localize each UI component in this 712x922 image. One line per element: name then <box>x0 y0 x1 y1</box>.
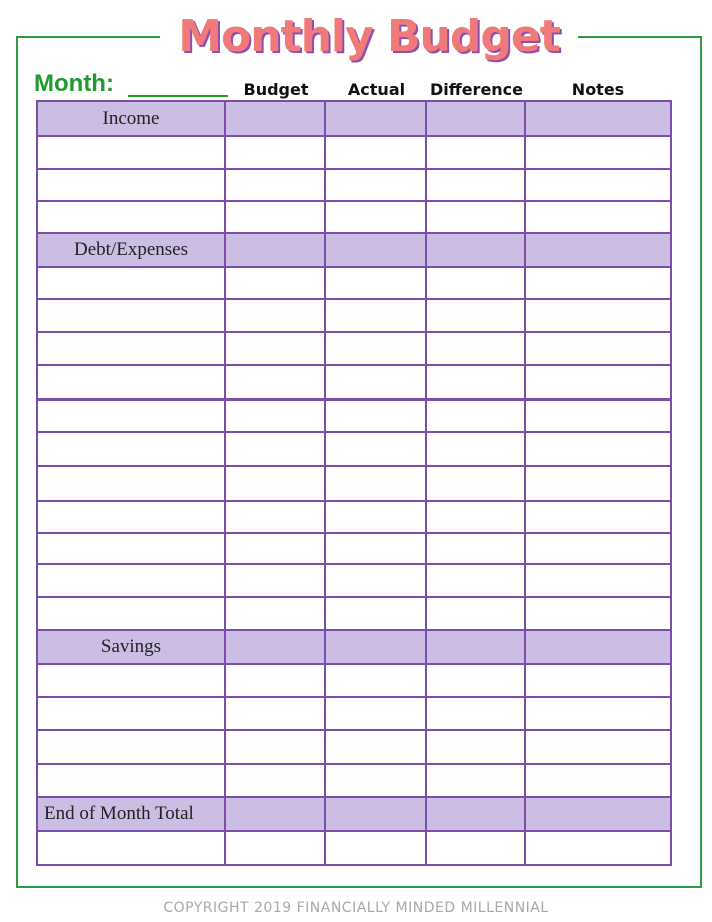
table-cell[interactable] <box>326 401 427 431</box>
table-cell[interactable] <box>326 333 427 364</box>
table-cell[interactable] <box>226 698 326 729</box>
table-cell[interactable] <box>326 433 427 465</box>
table-cell[interactable] <box>427 333 526 364</box>
table-cell[interactable] <box>226 202 326 232</box>
table-cell[interactable] <box>526 300 670 331</box>
table-cell[interactable] <box>526 502 670 532</box>
table-cell[interactable] <box>526 832 670 864</box>
table-cell[interactable] <box>326 598 427 629</box>
table-row <box>38 565 670 598</box>
table-cell[interactable] <box>427 698 526 729</box>
table-cell[interactable] <box>326 234 427 266</box>
table-cell[interactable] <box>326 170 427 200</box>
table-cell[interactable] <box>326 268 427 298</box>
table-cell[interactable] <box>226 366 326 398</box>
table-cell[interactable] <box>526 102 670 135</box>
budget-table <box>36 100 672 866</box>
table-cell[interactable] <box>326 366 427 398</box>
table-cell[interactable] <box>526 598 670 629</box>
table-cell[interactable] <box>326 665 427 696</box>
table-row <box>38 268 670 300</box>
table-cell[interactable] <box>226 765 326 796</box>
table-row <box>38 333 670 366</box>
copyright-notice: COPYRIGHT 2019 FINANCIALLY MINDED MILLENNIAL <box>163 900 549 916</box>
table-cell[interactable] <box>526 698 670 729</box>
table-cell[interactable] <box>38 598 226 629</box>
table-cell[interactable] <box>326 534 427 563</box>
table-row <box>38 467 670 502</box>
table-cell[interactable] <box>326 798 427 830</box>
table-cell[interactable] <box>326 731 427 763</box>
table-cell[interactable] <box>427 598 526 629</box>
table-cell[interactable] <box>427 467 526 500</box>
table-cell[interactable] <box>38 137 226 168</box>
table-cell[interactable] <box>427 765 526 796</box>
table-cell[interactable] <box>427 631 526 663</box>
table-cell[interactable] <box>226 832 326 864</box>
table-cell[interactable] <box>226 534 326 563</box>
month-fill-line[interactable] <box>128 95 228 97</box>
table-cell[interactable] <box>38 534 226 563</box>
table-row <box>38 598 670 631</box>
table-cell[interactable] <box>326 202 427 232</box>
section-label-income: Income <box>38 102 226 135</box>
table-row <box>38 170 670 202</box>
table-cell[interactable] <box>38 565 226 596</box>
table-cell[interactable] <box>326 102 427 135</box>
table-row <box>38 366 670 401</box>
section-label-debt-expenses: Debt/Expenses <box>38 234 226 266</box>
table-cell[interactable] <box>427 502 526 532</box>
table-cell[interactable] <box>38 366 226 398</box>
table-cell[interactable] <box>226 433 326 465</box>
column-header-notes: Notes <box>571 80 625 99</box>
table-cell[interactable] <box>226 598 326 629</box>
table-row <box>38 401 670 433</box>
table-cell[interactable] <box>427 268 526 298</box>
table-cell[interactable] <box>226 170 326 200</box>
table-cell[interactable] <box>226 401 326 431</box>
table-cell[interactable] <box>226 467 326 500</box>
section-row-savings <box>38 631 670 665</box>
table-cell[interactable] <box>526 565 670 596</box>
table-cell[interactable] <box>427 202 526 232</box>
page-title: Monthly Budget <box>160 6 578 68</box>
table-cell[interactable] <box>326 698 427 729</box>
table-cell[interactable] <box>427 401 526 431</box>
table-cell[interactable] <box>226 731 326 763</box>
table-cell[interactable] <box>526 202 670 232</box>
table-cell[interactable] <box>526 170 670 200</box>
column-header-budget: Budget <box>243 80 309 99</box>
table-cell[interactable] <box>526 765 670 796</box>
table-cell[interactable] <box>526 333 670 364</box>
table-cell[interactable] <box>38 832 226 864</box>
table-cell[interactable] <box>427 170 526 200</box>
table-cell[interactable] <box>226 565 326 596</box>
table-cell[interactable] <box>526 366 670 398</box>
table-cell[interactable] <box>326 502 427 532</box>
table-row <box>38 433 670 467</box>
table-cell[interactable] <box>427 832 526 864</box>
table-cell[interactable] <box>526 731 670 763</box>
table-cell[interactable] <box>427 137 526 168</box>
table-cell[interactable] <box>326 832 427 864</box>
table-cell[interactable] <box>326 565 427 596</box>
table-cell[interactable] <box>427 300 526 331</box>
table-cell[interactable] <box>226 137 326 168</box>
table-cell[interactable] <box>38 433 226 465</box>
table-row <box>38 300 670 333</box>
table-cell[interactable] <box>38 731 226 763</box>
table-cell[interactable] <box>526 798 670 830</box>
table-row-total-values <box>38 832 670 864</box>
table-cell[interactable] <box>326 137 427 168</box>
table-cell[interactable] <box>526 268 670 298</box>
table-row <box>38 665 670 698</box>
table-cell[interactable] <box>38 698 226 729</box>
section-row-income <box>38 102 670 137</box>
table-cell[interactable] <box>38 300 226 331</box>
table-cell[interactable] <box>226 665 326 696</box>
table-cell[interactable] <box>226 300 326 331</box>
table-row <box>38 137 670 170</box>
table-cell[interactable] <box>38 170 226 200</box>
table-row <box>38 765 670 798</box>
table-cell[interactable] <box>226 798 326 830</box>
table-cell[interactable] <box>38 467 226 500</box>
table-cell[interactable] <box>38 502 226 532</box>
section-row-debt-expenses <box>38 234 670 268</box>
section-row-end-of-month-total <box>38 798 670 832</box>
table-cell[interactable] <box>38 401 226 431</box>
table-cell[interactable] <box>427 234 526 266</box>
table-cell[interactable] <box>427 366 526 398</box>
table-cell[interactable] <box>427 102 526 135</box>
table-cell[interactable] <box>38 202 226 232</box>
table-cell[interactable] <box>526 137 670 168</box>
table-cell[interactable] <box>326 631 427 663</box>
table-cell[interactable] <box>326 765 427 796</box>
table-cell[interactable] <box>427 798 526 830</box>
table-row <box>38 731 670 765</box>
table-cell[interactable] <box>526 631 670 663</box>
section-label-savings: Savings <box>38 631 226 663</box>
table-row <box>38 698 670 731</box>
table-row <box>38 502 670 534</box>
table-cell[interactable] <box>38 268 226 298</box>
table-cell[interactable] <box>226 234 326 266</box>
table-cell[interactable] <box>326 300 427 331</box>
table-cell[interactable] <box>427 665 526 696</box>
table-cell[interactable] <box>526 665 670 696</box>
table-cell[interactable] <box>326 467 427 500</box>
table-cell[interactable] <box>226 268 326 298</box>
table-cell[interactable] <box>226 502 326 532</box>
column-header-difference: Difference <box>429 80 524 99</box>
table-cell[interactable] <box>38 333 226 364</box>
table-cell[interactable] <box>526 467 670 500</box>
table-cell[interactable] <box>226 631 326 663</box>
section-label-end-of-month-total: End of Month Total <box>38 798 226 830</box>
table-cell[interactable] <box>427 433 526 465</box>
table-cell[interactable] <box>526 433 670 465</box>
table-cell[interactable] <box>526 534 670 563</box>
table-cell[interactable] <box>526 234 670 266</box>
table-cell[interactable] <box>526 401 670 431</box>
table-cell[interactable] <box>427 731 526 763</box>
table-row <box>38 534 670 565</box>
month-label: Month: <box>34 70 114 97</box>
table-cell[interactable] <box>427 565 526 596</box>
table-cell[interactable] <box>226 333 326 364</box>
table-row <box>38 202 670 234</box>
table-cell[interactable] <box>226 102 326 135</box>
table-cell[interactable] <box>38 765 226 796</box>
table-cell[interactable] <box>427 534 526 563</box>
column-header-actual: Actual <box>347 80 406 99</box>
table-cell[interactable] <box>38 665 226 696</box>
